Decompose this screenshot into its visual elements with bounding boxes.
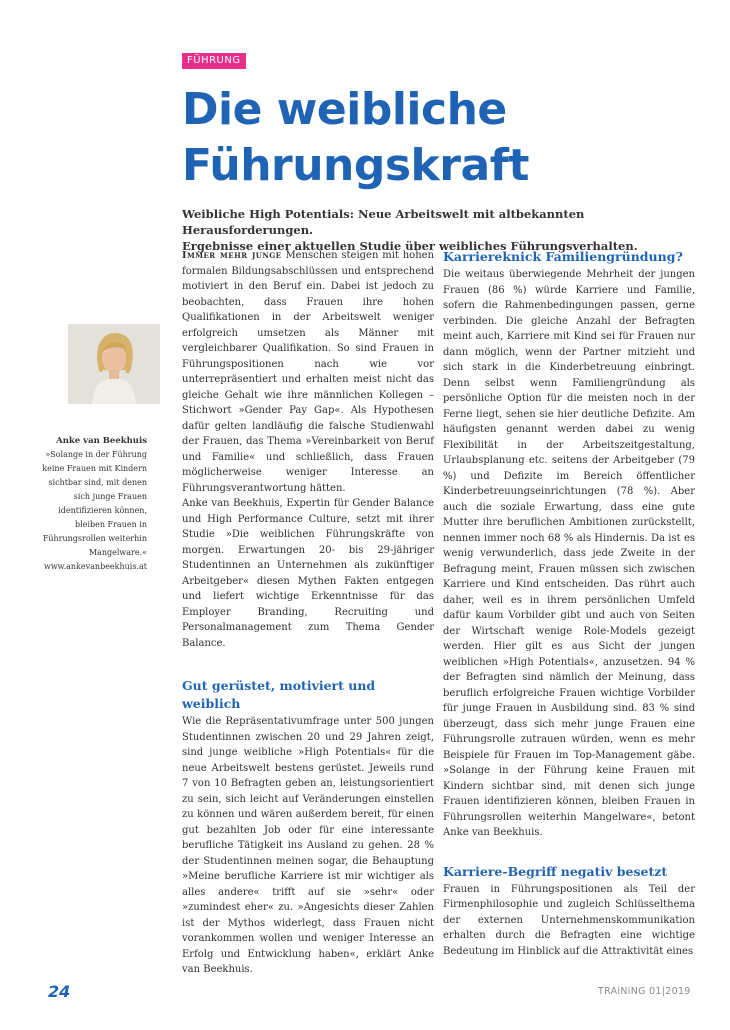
paragraph xyxy=(182,248,434,496)
subheading: Karriereknick Familiengründung? xyxy=(443,249,683,264)
article-headline xyxy=(182,82,702,194)
paragraph: Wie die Repräsentativumfrage unter 500 jungen Studentinnen zwischen 20 und 29 Jahren zeigt, sind junge weibliche »High Potentials« für die neue Arbeitswelt bestens gerüstet. Jeweils rund 7 von 10 Befragten geben an, leistungsorientiert zu sein, sich leicht auf Veränderungen einstellen zu können und wären außerdem bereit, für einen gut bezahlten Job oder für eine interessante berufliche Tätigkeit ins Ausland zu gehen. 28 % der Studentinnen meinen sogar, die Behauptung »Meine berufliche Karriere ist mir wichtiger als alles andere« trifft auf sie »sehr« oder »zumindest eher« zu. »Angesichts dieser Zahlen ist der Mythos widerlegt, dass Frauen nicht vorankommen wollen und weniger Interesse an Erfolg und Entwicklung haben«, erklärt Anke van Beekhuis. xyxy=(182,716,434,975)
lead-line-2: Ergebnisse einer aktuellen Studie über weibliches Führungsverhalten. xyxy=(182,239,638,253)
headline-line-2: Führungskraft xyxy=(182,140,529,191)
column-left xyxy=(182,248,434,978)
author-quote: »Solange in der Führung keine Frauen mit Kindern sichtbar sind, mit denen sich junge Frauen identifizieren können, bleiben Frauen in Führungsrollen weiterhin Mangelware.« xyxy=(42,450,147,557)
lead-in-caps: Immer mehr junge xyxy=(182,250,282,261)
column-right xyxy=(443,248,695,959)
author-portrait xyxy=(68,324,160,404)
paragraph: Anke van Beekhuis, Expertin für Gender Balance und High Performance Culture, setzt mit ihrer Studie »Die weiblichen Führungskräfte von morgen. Erwartungen 20- bis 29-jähriger Studentinnen an Unternehmen als zukünftiger Arbeitgeber« diesen Mythen Fakten entgegen und liefert wichtige Erkenntnisse für das Employer Branding, Recruiting und Personalmanagement zum Thema Gender Balance. xyxy=(182,498,434,649)
lead-line-1: Weibliche High Potentials: Neue Arbeitswelt mit altbekannten Herausforderungen. xyxy=(182,207,585,237)
portrait-illustration xyxy=(68,324,160,404)
author-name: Anke van Beekhuis xyxy=(56,436,147,446)
subheading: Karriere-Begriff negativ besetzt xyxy=(443,863,668,879)
author-sidebar xyxy=(42,434,147,574)
section-tag: FÜHRUNG xyxy=(182,53,246,69)
author-website: www.ankevanbeekhuis.at xyxy=(43,562,147,571)
article-lead xyxy=(182,206,682,254)
subheading: Gut gerüstet, motiviert und weiblich xyxy=(182,678,376,711)
paragraph: Frauen in Führungspositionen als Teil der Firmenphilosophie und zugleich Schlüsselthema der externen Unternehmenskommunikation erhalten durch die Befragten eine wichtige Bedeutung im Hinblick auf die Attraktivität eines xyxy=(443,883,695,957)
page-number: 24 xyxy=(48,982,71,1001)
paragraph: Die weitaus überwiegende Mehrheit der jungen Frauen (86 %) würde Karriere und Familie, sofern die Rahmenbedingungen passen, gerne verbinden. Die gleiche Anzahl der Befragten meint auch, Karriere mit Kind sei für Frauen nur dann möglich, wenn der Partner mitzieht und sich stark in die Kinderbetreuung einbringt. Denn selbst wenn Familiengründung als persönliche Option für die meisten noch in der Ferne liegt, sehen sie hier deutliche Defizite. Am häufigsten genannt werden dabei zu wenig Flexibilität in der Arbeitszeitgestaltung, Urlaubsplanung etc. seitens der Arbeitgeber (79 %) und Defizite im Bereich öffentlicher Kinderbetreuungseinrichtungen (78 %). Aber auch die soziale Erwartung, dass eine gute Mutter ihre beruflichen Ambitionen zurückstellt, nennen immer noch 68 % als Hindernis. Da ist es wenig verwunderlich, dass jede Zweite in der Befragung meint, Frauen müssen sich zwischen Karriere und Kind entscheiden. Das rührt auch daher, weil es in ihrem persönlichen Umfeld dafür kaum Vorbilder gibt und auch von Seiten der Wirtschaft wenige Role-Models gezeigt werden. Hier gilt es aus Sicht der jungen weiblichen »High Potentials«, anzusetzen. 94 % der Befragten sind nämlich der Meinung, dass beruflich erfolgreiche Frauen wichtige Vorbilder für junge Frauen in Ausbildung sind. 83 % sind überzeugt, dass sich mehr junge Frauen eine Führungsrolle zutrauen würden, wenn es mehr Beispiele für Frauen im Top-Management gäbe. »Solange in der Führung keine Frauen mit Kindern sichtbar sind, mit denen sich junge Frauen identifizieren können, bleiben Frauen in Führungsrollen weiterhin Mangelware«, betont Anke van Beekhuis. xyxy=(443,269,695,838)
paragraph-text: Menschen steigen mit hohen formalen Bildungsabschlüssen und entsprechend motiviert in den Beruf ein. Dabei ist jedoch zu beobachten, dass Frauen ihre hohen Qualifikationen in der Arbeitswelt weniger erfolgreich umsetzen als Männer mit vergleichbarer Qualifikation. So sind Frauen in Führungspositionen nach wie vor unterrepräsentiert und erhalten meist nicht das gleiche Gehalt wie ihre männlichen Kollegen – Stichwort »Gender Pay Gap«. Als Hypothesen dafür gelten landläufig die falsche Studienwahl der Frauen, das Thema »Vereinbarkeit von Beruf und Familie« und schließlich, dass Frauen möglicherweise weniger Interesse an Führungsverantwortung hätten. xyxy=(182,250,434,494)
publication-issue: TRAiNiNG 01|2019 xyxy=(598,986,691,997)
headline-line-1: Die weibliche xyxy=(182,84,507,135)
